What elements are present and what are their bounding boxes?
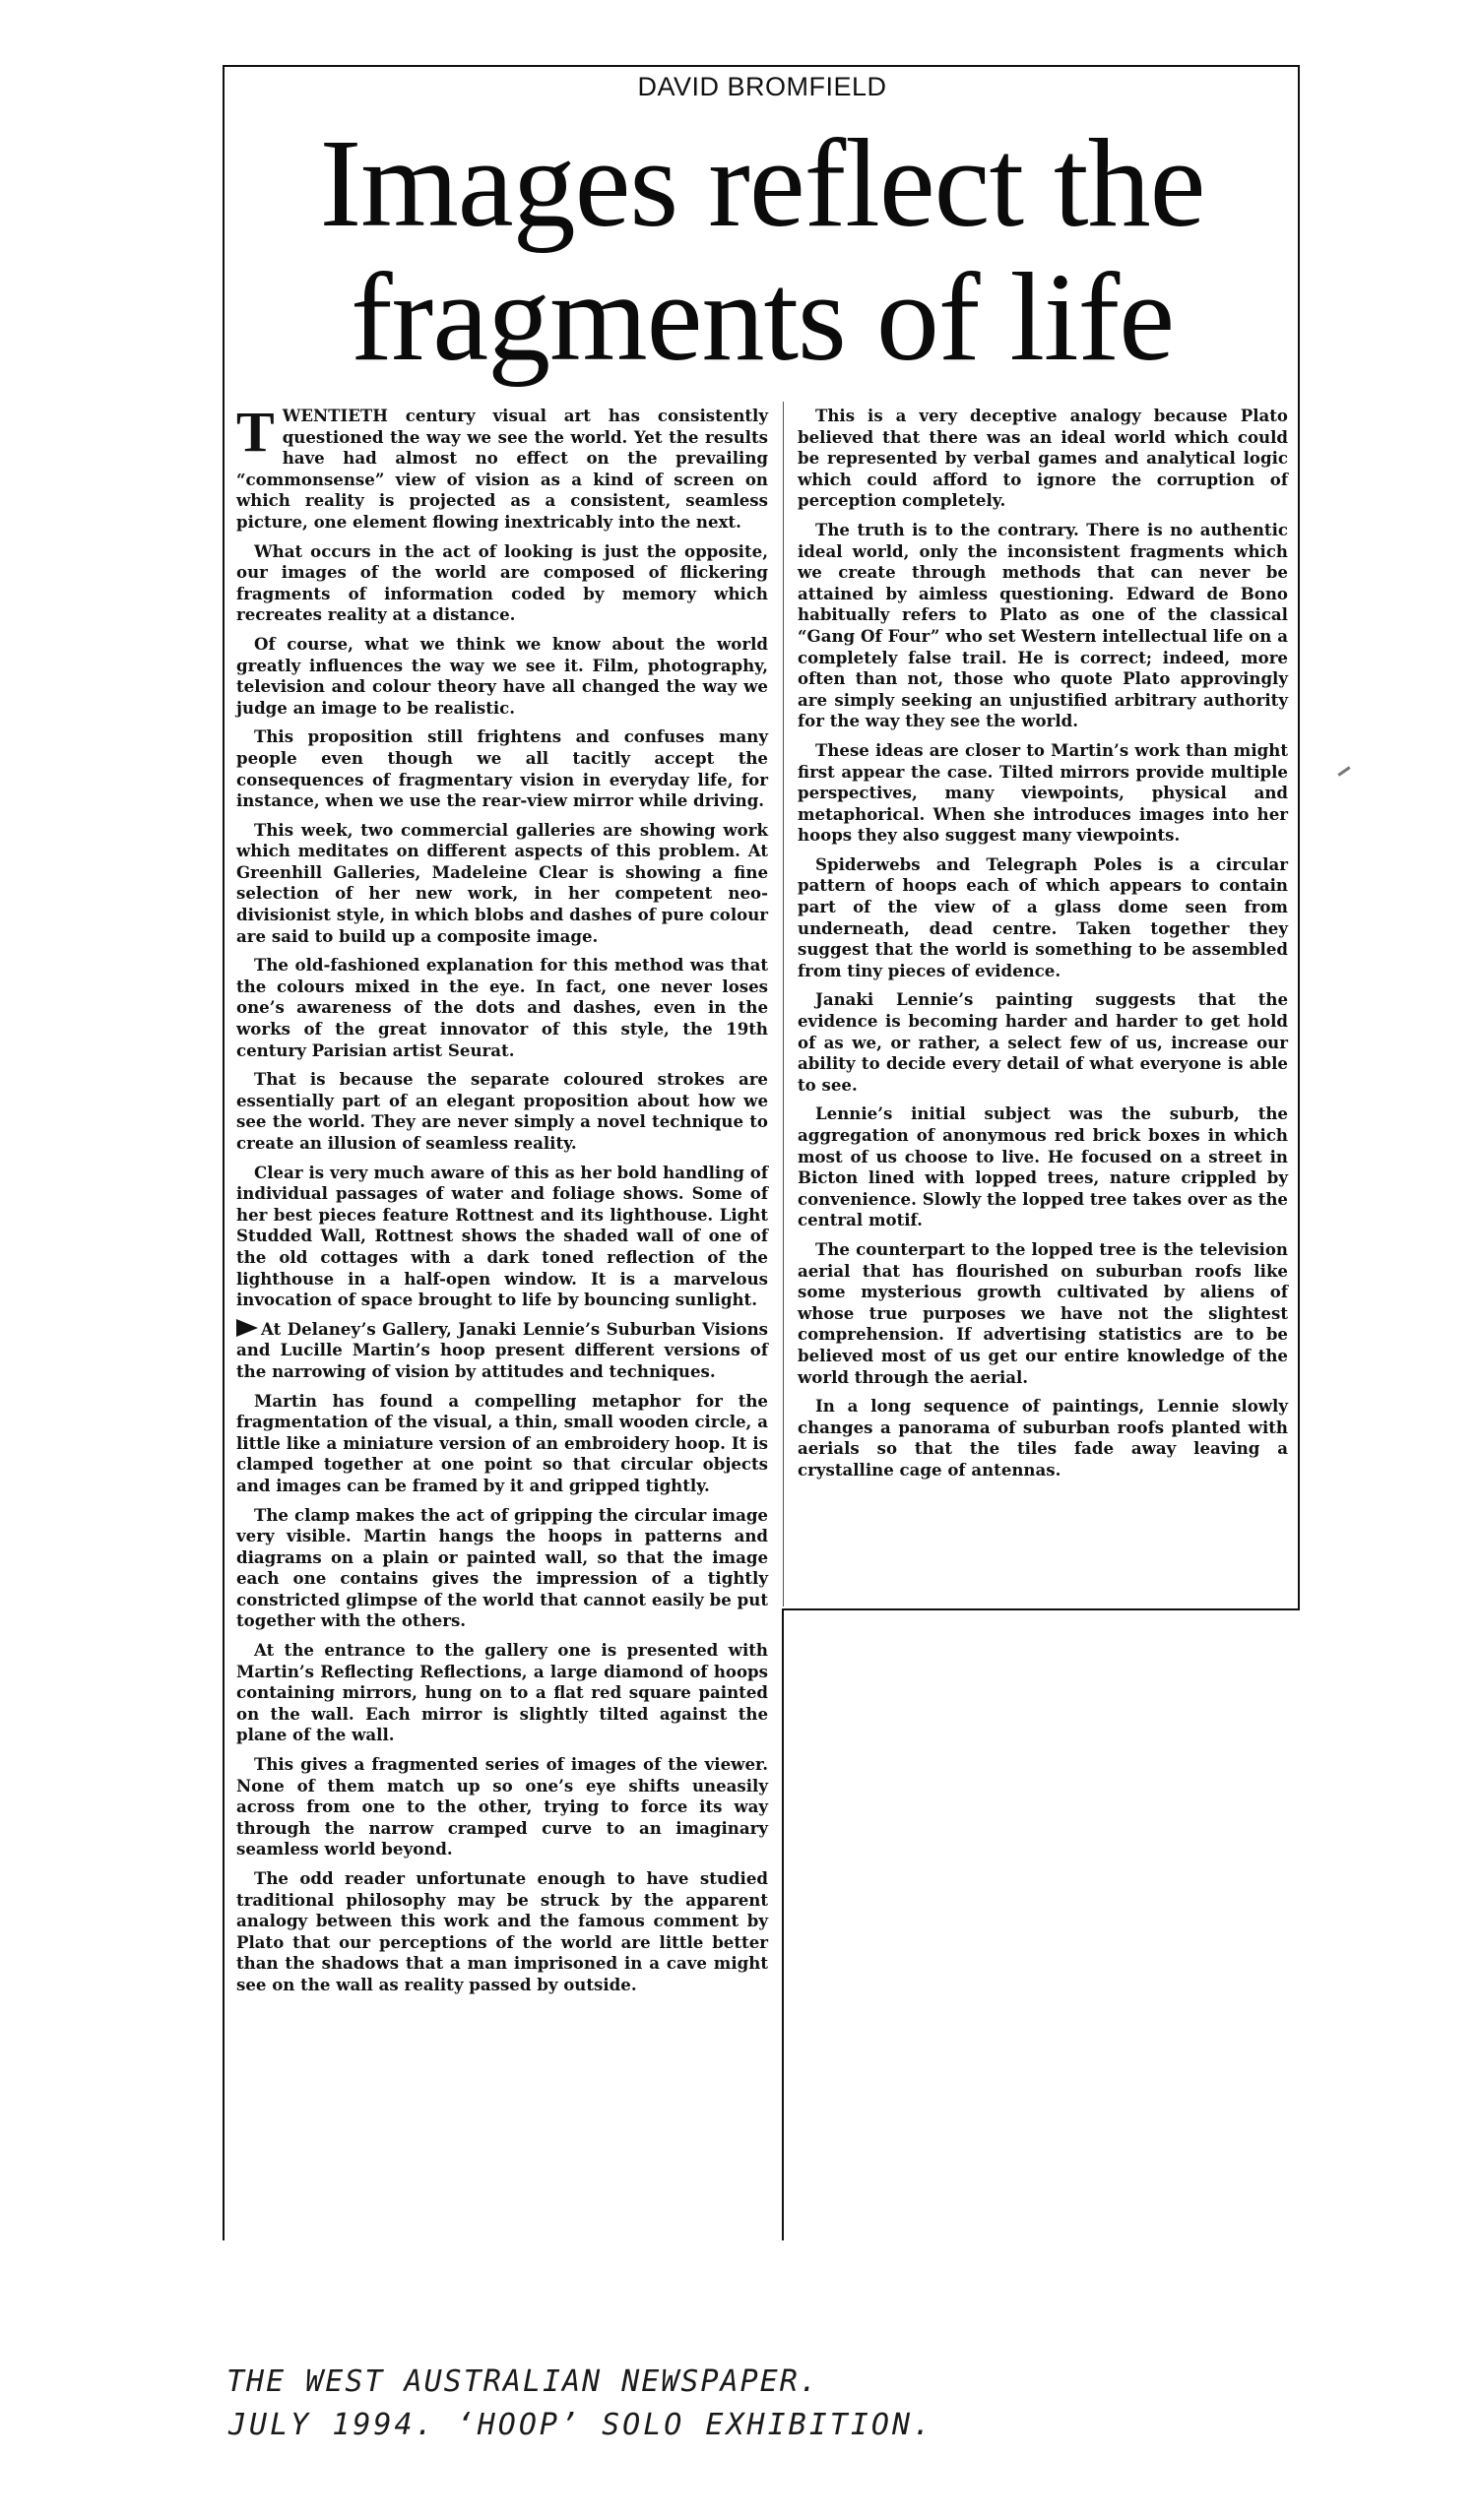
paragraph: Clear is very much aware of this as her bold handling of individual passages of water and foliage shows. Some of her best pieces feature Rottnest and its lighthouse. Light Studded Wall, Rottnest shows the shaded wall of one of the old cottages with a dark toned reflection of the lighthouse in a half-open window. It is a marvelous invocation of space brought to life by bouncing sunlight. (236, 1162, 768, 1310)
paragraph: This week, two commercial galleries are showing work which meditates on different aspects of this problem. At Greenhill Galleries, Madeleine Clear is showing a fine selection of her new work, in her competent neo-divisionist style, in which blobs and dashes of pure colour are said to build up a composite image. (236, 819, 768, 946)
paragraph: Janaki Lennie’s painting suggests that the evidence is becoming harder and harder to get hold of as we, or rather, a select few of us, increase our ability to decide every detail of what everyone is able to see. (798, 989, 1288, 1095)
handwritten-note-line-1: THE WEST AUSTRALIAN NEWSPAPER. (226, 2364, 819, 2399)
paragraph: The counterpart to the lopped tree is the television aerial that has flourished on suburban roofs like some mysterious growth cultivated by aliens of whose true purposes we have not the slightest comprehension. If advertising statistics are to be believed most of us get our entire knowledge of the world through the aerial. (798, 1238, 1288, 1387)
paragraph: This is a very deceptive analogy because Plato believed that there was an ideal world which could be represented by verbal games and analytical logic which could afford to ignore the corruption of perception completely. (798, 406, 1288, 511)
paragraph: That is because the separate coloured strokes are essentially part of an elegant proposition about how we see the world. They are never simply a novel technique to create an illusion of seamless reality. (236, 1069, 768, 1153)
left-column (236, 400, 768, 2004)
drop-cap: T (236, 400, 275, 464)
paragraph: Martin has found a compelling metaphor for the fragmentation of the visual, a thin, small wooden circle, a little like a miniature version of an embroidery hoop. It is clamped together at one point so that circular objects and images can be framed by it and gripped tightly. (236, 1390, 768, 1495)
paragraph: The odd reader unfortunate enough to have studied traditional philosophy may be struck by the apparent analogy between this work and the famous comment by Plato that our perceptions of the world are little better than the shadows that a man imprisoned in a cave might see on the wall as reality passed by outside. (236, 1868, 768, 1994)
step-rule-vertical (782, 1608, 784, 2240)
paragraph: Spiderwebs and Telegraph Poles is a circular pattern of hoops each of which appears to contain part of the view of a glass dome seen from underneath, dead centre. Taken together they suggest that the world is something to be assembled from tiny pieces of evidence. (798, 853, 1288, 980)
paragraph: The old-fashioned explanation for this method was that the colours mixed in the eye. In fact, one never loses one’s awareness of the dots and dashes, even in the works of the great innovator of this style, the 19th century Parisian artist Seurat. (236, 955, 768, 1060)
paragraph: At Delaney’s Gallery, Janaki Lennie’s Suburban Visions and Lucille Martin’s hoop present different versions of the narrowing of vision by attitudes and techniques. (236, 1318, 768, 1381)
paragraph: TWENTIETH century visual art has consistently questioned the way we see the world. Yet the results have had almost no effect on the prevailing “commonsense” view of vision as a kind of screen on which reality is projected as a consistent, seamless picture, one element flowing inextricably into the next. (236, 400, 768, 532)
right-column (798, 406, 1288, 1489)
paragraph: Of course, what we think we know about the world greatly influences the way we see it. Film, photography, television and colour theory have all changed the way we judge an image to be realistic. (236, 633, 768, 718)
paragraph: The truth is to the contrary. There is no authentic ideal world, only the inconsistent fragments which we create through methods that can never be attained by aimless questioning. Edward de Bono habitually refers to Plato as one of the classical “Gang Of Four” who set Western intellectual life on a completely false trail. He is correct; indeed, more often than not, those who quote Plato approvingly are simply seeking an unjustified arbitrary authority for the way they see the world. (798, 519, 1288, 731)
pencil-mark (1337, 766, 1350, 776)
paragraph: At the entrance to the gallery one is presented with Martin’s Reflecting Reflections, a large diamond of hoops containing mirrors, hung on to a flat red square painted on the wall. Each mirror is slightly tilted against the plane of the wall. (236, 1640, 768, 1745)
arrow-marker-icon (236, 1319, 258, 1337)
paragraph: Lennie’s initial subject was the suburb, the aggregation of anonymous red brick boxes in which most of us choose to live. He focused on a street in Bicton lined with lopped trees, nature crippled by convenience. Slowly the lopped tree takes over as the central motif. (798, 1103, 1288, 1230)
headline: Images reflect the fragments of life (319, 113, 1205, 387)
column-divider (783, 402, 784, 1606)
paragraph: In a long sequence of paintings, Lennie slowly changes a panorama of suburban roofs planted with aerials so that the tiles fade away leaving a crystalline cage of antennas. (798, 1396, 1288, 1480)
handwritten-note-line-2: JULY 1994. ‘HOOP’ SOLO EXHIBITION. (228, 2408, 934, 2442)
step-rule-horizontal (784, 1608, 1300, 1610)
paragraph: This gives a fragmented series of images of the viewer. None of them match up so one’s eye shifts uneasily across from one to the other, trying to force its way through the narrow cramped curve to an imaginary seamless world beyond. (236, 1754, 768, 1859)
paragraph: These ideas are closer to Martin’s work than might first appear the case. Tilted mirrors provide multiple perspectives, many viewpoints, physical and metaphorical. When she introduces images into her hoops they also suggest many viewpoints. (798, 739, 1288, 846)
byline: DAVID BROMFIELD (637, 72, 887, 101)
paragraph: The clamp makes the act of gripping the circular image very visible. Martin hangs the hoops in patterns and diagrams on a plain or painted wall, so that the image each one contains gives the impression of a tightly constricted glimpse of the world that cannot easily be put together with the others. (236, 1504, 768, 1631)
paragraph: What occurs in the act of looking is just the opposite, our images of the world are composed of flickering fragments of information coded by memory which recreates reality at a distance. (236, 540, 768, 625)
paragraph: This proposition still frightens and confuses many people even though we all tacitly accept the consequences of fragmentary vision in everyday life, for instance, when we use the rear-view mirror while driving. (236, 726, 768, 811)
